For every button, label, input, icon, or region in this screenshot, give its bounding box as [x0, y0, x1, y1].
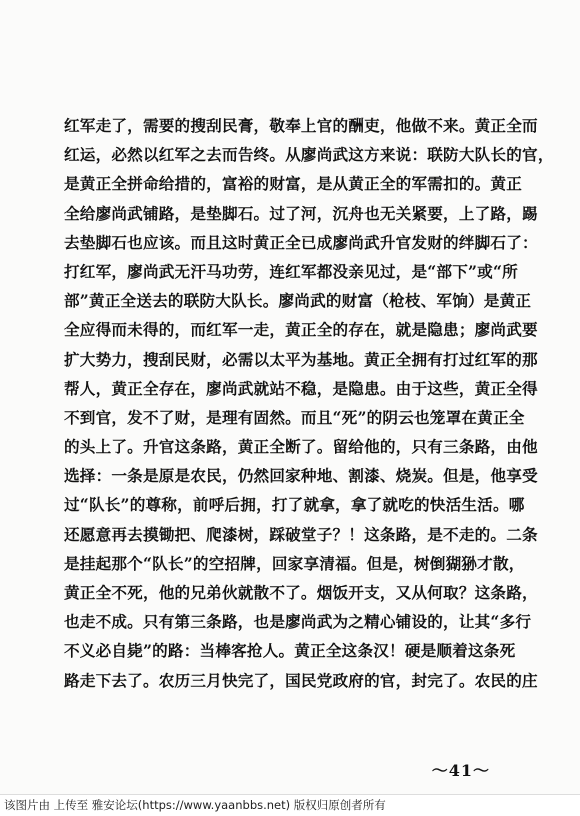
watermark-text: 该图片由 上传至 雅安论坛(https://www.yaanbbs.net) 版权归原创者所有	[4, 798, 386, 812]
text-line: 的头上了。升官这条路，黄正全断了。留给他的，只有三条路，由他	[64, 437, 538, 457]
watermark-footer	[0, 794, 580, 816]
text-line: 黄正全不死，他的兄弟伙就散不了。烟饭开支，又从何取？这条路，	[64, 583, 538, 602]
body-text	[64, 111, 554, 695]
text-line: 是黄正全拼命给措的，富裕的财富，是从黄正全的军需扣的。黄正	[64, 174, 523, 194]
text-line: 红运，必然以红军之去而告终。从廖尚武这方来说：联防大队长的官，	[64, 145, 554, 165]
text-line: 红军走了，需要的搜刮民膏，敬奉上官的酬吏，他做不来。黄正全而	[64, 116, 538, 135]
text-line: 帮人，黄正全存在，廖尚武就站不稳，是隐患。由于这些，黄正全得	[64, 378, 538, 398]
text-line: 也走不成。只有第三条路，也是廖尚武为之精心铺设的，让其“多行	[64, 612, 532, 632]
text-line: 打红军，廖尚武无汗马功劳，连红军都没亲见过，是“部下”或“所	[64, 261, 518, 281]
text-line: 全给廖尚武铺路，是垫脚石。过了河，沉舟也无关紧要，上了路，踢	[64, 203, 538, 223]
text-line: 去垫脚石也应该。而且这时黄正全已成廖尚武升官发财的绊脚石了：	[64, 232, 538, 252]
text-line: 部”黄正全送去的联防大队长。廖尚武的财富（枪枝、军饷）是黄正	[64, 291, 532, 311]
text-line: 选择：一条是原是农民，仍然回家种地、割漆、烧炭。但是，他享受	[64, 466, 538, 486]
text-line: 扩大势力，搜刮民财，必需以太平为基地。黄正全拥有打过红军的那	[64, 349, 538, 369]
text-line: 还愿意再去摸锄把、爬漆树，踩破堂子？！这条路，是不走的。二条	[64, 524, 538, 544]
text-line: 过“队长”的尊称，前呼后拥，打了就拿，拿了就吃的快活生活。哪	[64, 495, 525, 515]
text-line: 是挂起那个“队长”的空招牌，回家享清福。但是，树倒猢狲才散，	[64, 553, 525, 573]
text-line: 不到官，发不了财，是理有固然。而且“死”的阴云也笼罩在黄正全	[64, 407, 525, 427]
text-line: 全应得而未得的，而红军一走，黄正全的存在，就是隐患；廖尚武要	[64, 320, 538, 340]
text-line: 路走下去了。农历三月快完了，国民党政府的官，封完了。农民的庄	[64, 670, 538, 690]
page-number: ～41～	[431, 761, 490, 780]
text-line: 不义必自毙”的路：当棒客抢人。黄正全这条汉！硬是顺着这条死	[64, 641, 516, 661]
